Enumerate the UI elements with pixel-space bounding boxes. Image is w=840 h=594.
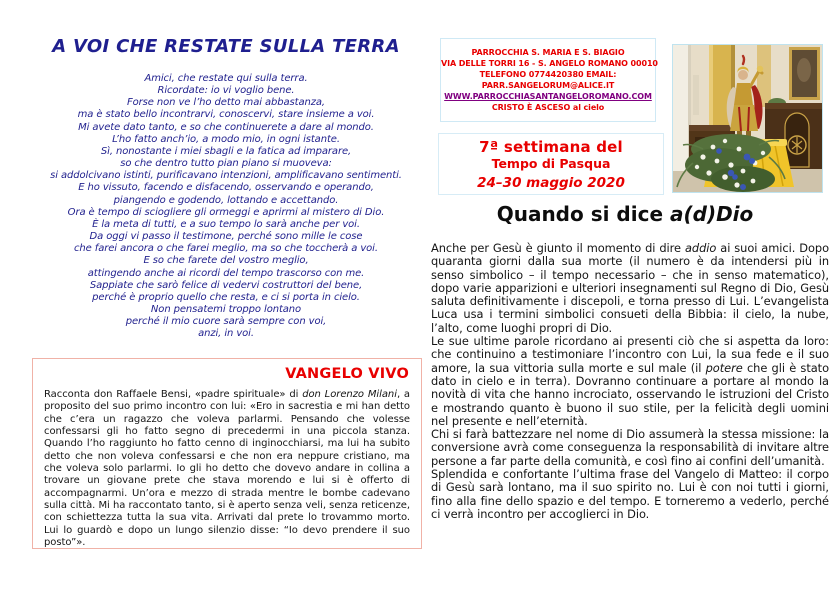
poem-line: perché il mio cuore sarà sempre con voi, <box>125 316 327 328</box>
p1-post: ai suoi amici. Dopo quaranta giorni dalla sua morte (il numero è da intendersi più in senso simbolico – il tempo necessario – che in senso matematico), dopo varie apparizioni e ulteriori insegnamenti sul Regno di Dio, Gesù saluta definitivamente i discepoli, e torna presso di Lui. L’evangelista Luca usa i termini simbolici consueti della Bibbia: il cielo, la nube, l’alto, come luoghi propri di Dio. <box>431 241 829 335</box>
poem-line: E ho vissuto, facendo e disfacendo, osservando e operando, <box>78 182 374 194</box>
parish-phone-email: TELEFONO 0774420380 EMAIL: <box>479 70 617 79</box>
poem-line: Non pensatemi troppo lontano <box>150 303 302 315</box>
p1-pre: Anche per Gesù è giunto il momento di dire <box>431 241 685 255</box>
poem-line: attingendo anche ai ricordi del tempo trascorso con me. <box>87 267 365 279</box>
article-paragraph-3: Chi si farà battezzare nel nome di Dio assumerà la stessa missione: la conversione avrà come conseguenza la responsabilità di invitare altre persone a far parte della comunità, e così fino ai confini dell’umanità. <box>431 427 829 468</box>
week-number: 7ª settimana del <box>479 138 623 156</box>
poem-line: Mi avete dato tanto, e so che continuerete a dare al mondo. <box>78 121 374 133</box>
poem-line: È la meta di tutti, e a suo tempo lo sarà anche per voi. <box>92 218 360 230</box>
parish-website-link[interactable]: WWW.PARROCCHIASANTANGELOROMANO.COM <box>444 92 652 101</box>
statue-photo-graphic <box>673 45 822 192</box>
poem-line: E so che farete del vostro meglio, <box>143 255 309 267</box>
poem-line: anzi, in voi. <box>198 328 254 340</box>
vangelo-text-pre: Racconta don Raffaele Bensi, «padre spirituale» di <box>44 389 303 400</box>
poem-line: ma è stato bello incontrarvi, conoscervi, stare insieme a voi. <box>77 109 375 121</box>
poem-line: che farei ancora o che farei meglio, ma so che toccherà a voi. <box>74 243 378 255</box>
article-body <box>431 242 829 521</box>
poem-line: Sì, nonostante i miei sbagli e la fatica ad imparare, <box>100 145 352 157</box>
liturgical-week-box <box>438 133 664 195</box>
vangelo-vivo-text <box>44 389 410 549</box>
poem-line: L’ho fatto anch’io, a modo mio, in ogni istante. <box>112 133 340 145</box>
farewell-poem <box>20 73 432 340</box>
vangelo-text-em: don Lorenzo Milani <box>302 389 397 400</box>
parish-name: PARROCCHIA S. MARIA E S. BIAGIO <box>471 48 625 57</box>
left-column-title: A VOI CHE RESTATE SULLA TERRA <box>52 36 400 57</box>
article-title-em: a(d)Dio <box>669 202 754 226</box>
poem-line: Ricordate: io vi voglio bene. <box>157 85 295 97</box>
article-paragraph-1 <box>431 242 829 335</box>
poem-line: Ora è tempo di sciogliere gli ormeggi e aprirmi al mistero di Dio. <box>67 206 385 218</box>
vangelo-vivo-box <box>32 358 422 549</box>
p2-pre: Le sue ultime parole ricordano ai presenti ciò che si aspetta da loro: che continuino a testimoniare l’incontro con Lui, la sua fede e il suo amore, la sua vittoria sulla morte e sul male (il <box>431 334 829 375</box>
article-title-pre: Quando si dice <box>496 202 670 226</box>
statue-photo <box>672 44 823 193</box>
article-paragraph-4: Splendida e confortante l’ultima frase del Vangelo di Matteo: il corpo di Gesù sarà lontano, ma il suo spirito no. Lui è con noi tutti i giorni, fino alla fine dello spazio e del tempo. E torneremo a vederlo, perché ci verrà incontro per accoglierci in Dio. <box>431 467 829 521</box>
poem-line: Forse non ve l’ho detto mai abbastanza, <box>126 97 325 109</box>
poem-line: Amici, che restate qui sulla terra. <box>144 73 308 84</box>
poem-line: piangendo e godendo, lottando e accettando. <box>113 194 339 206</box>
poem-line: perché è proprio quello che resta, e ci si porta in cielo. <box>92 291 360 303</box>
article-title <box>425 202 825 226</box>
liturgical-season: Tempo di Pasqua <box>491 156 611 171</box>
week-date-range: 24–30 maggio 2020 <box>477 175 625 191</box>
parish-info-box <box>440 38 656 122</box>
article-paragraph-2 <box>431 335 829 428</box>
vangelo-text-post: , a proposito del suo primo incontro con lui: «Ero in sacrestia e mi han detto che c’era un ragazzo che voleva parlarmi. Pensando che volesse confessarsi gli ho fatto segno di precedermi in una piccola stanza. Quando l’ho raggiunto ho fatto cenno di inginocchiarsi, ma lui ha subito detto che non voleva confessarsi e che non era neppure cristiano, ma che voleva solo parlarmi. Io gli ho detto che dovevo andare in collina a trovare un giovane prete che stava morendo e lui si è offerto di accompagnarmi. Un’ora e mezzo di strada mentre le bombe cadevano sulla città. Mi ha raccontato tanto, si è aperto senza veli, senza reticenze, con schiettezza tutta la sua vita. Arrivati dal prete lo trovammo morto. Lui lo guardò e dopo un lungo silenzio disse: “Io devo prendere il suo posto”». <box>44 389 410 549</box>
parish-motto: CRISTO È ASCESO al cielo <box>491 103 605 112</box>
parish-email: PARR.SANGELORUM@ALICE.IT <box>481 81 615 90</box>
poem-line: Sappiate che sarò felice di vedervi costruttori del bene, <box>89 279 363 291</box>
p1-em: addio <box>684 241 717 255</box>
poem-line: si addolcivano istinti, purificavano intenzioni, amplificavano sentimenti. <box>50 170 402 182</box>
p2-em: potere <box>705 360 743 375</box>
p2-post: che gli è stato dato in cielo e in terra). Dovranno continuare a portare al mondo la novità di vita che hanno incrociato, osservando le istruzioni del Cristo e mostrando quanto è buono il suo stile, per la felicità degli uomini nel presente e nell’eternità. <box>431 360 830 428</box>
poem-line: so che dentro tutto pian piano si muoveva: <box>120 158 332 170</box>
poem-line: Da oggi vi passo il testimone, perché sono mille le cose <box>89 231 363 243</box>
parish-address: VIA DELLE TORRI 16 - S. ANGELO ROMANO 00010 <box>441 59 658 68</box>
vangelo-vivo-heading: VANGELO VIVO <box>285 366 409 382</box>
